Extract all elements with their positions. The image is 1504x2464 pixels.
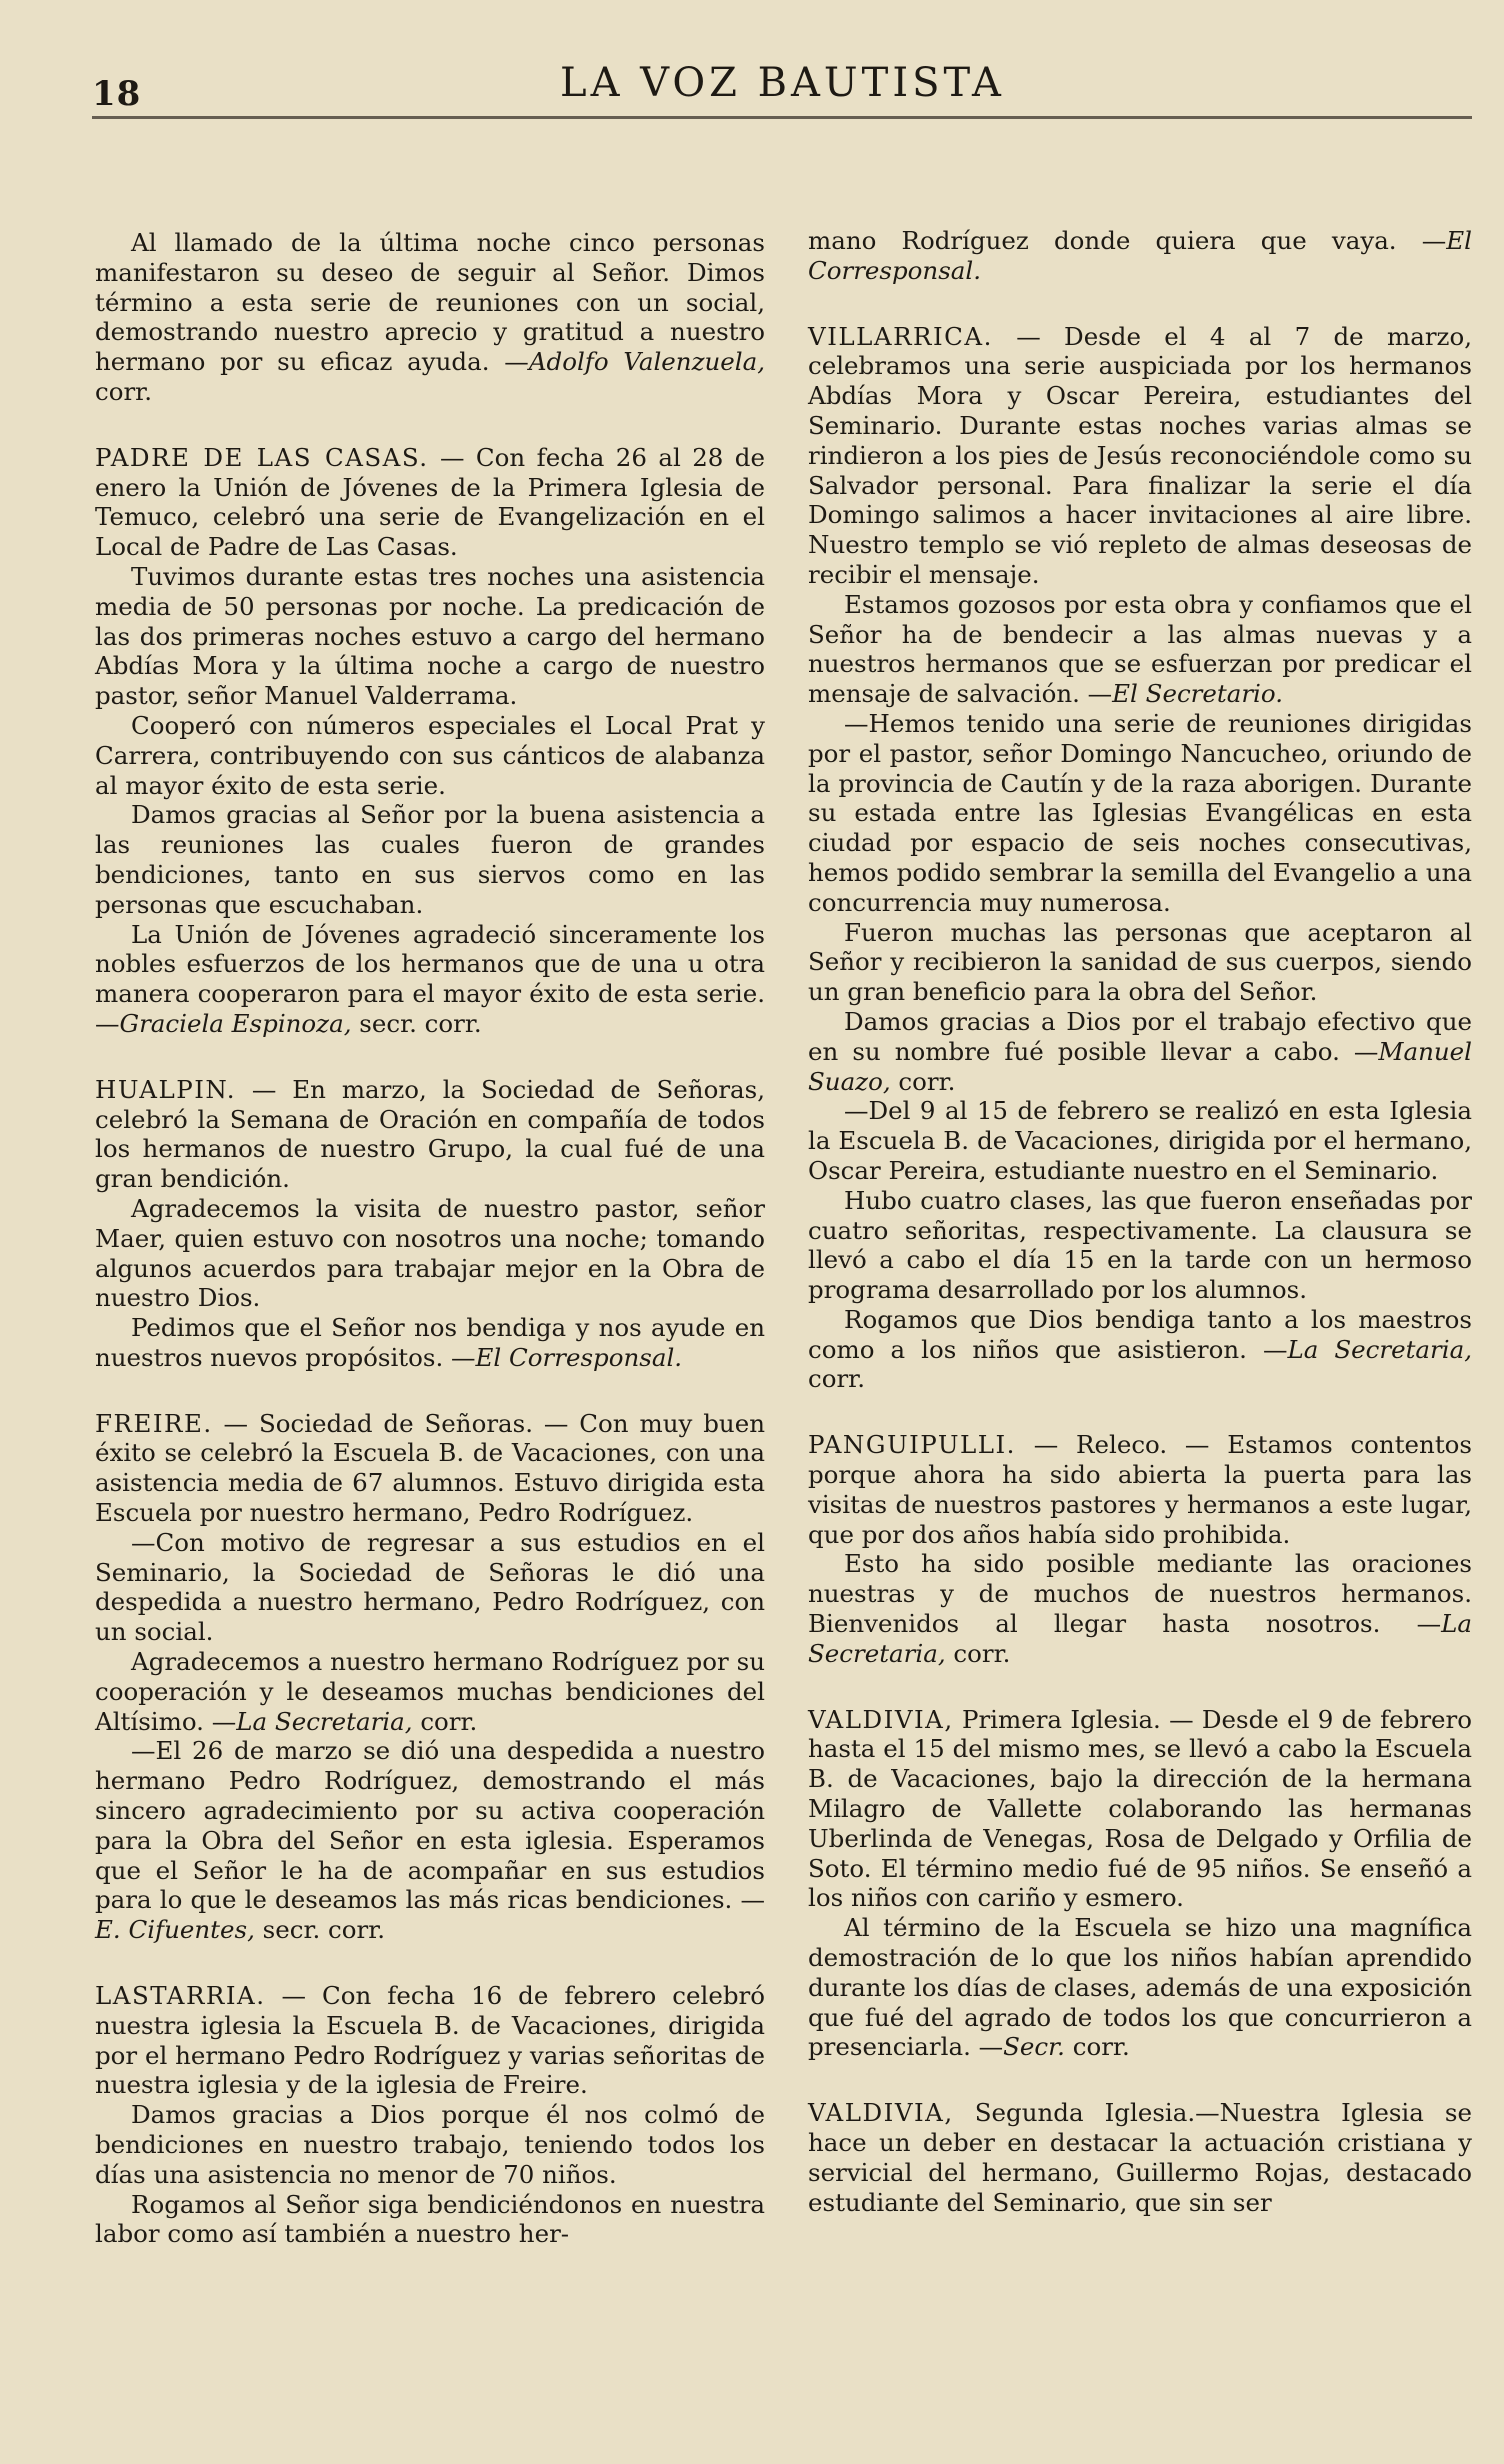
paragraph-signature: La Secretaria,: [808, 1609, 1472, 1668]
paragraph-text: Primera Iglesia. — Desde el 9 de febrero hasta el 15 del mismo mes, se llevó a cabo la Escuela B. de Vacaciones, bajo la dirección de la hermana Milagro de Vallette colaborando las hermanas Uberlinda de Venegas, Rosa de Delgado y Orfilia de Soto. El término medio fué de 95 niños. Se enseñó a los niños con cariño y esmero.: [808, 1704, 1472, 1913]
article-paragraph: [808, 1913, 1472, 2062]
paragraph-signature: Adolfo Valenzuela,: [528, 347, 765, 377]
paragraph-tail: corr.: [890, 1066, 956, 1096]
article-paragraph: [808, 322, 1472, 590]
article-paragraph: [808, 1007, 1472, 1096]
paragraph-tail: corr.: [1064, 2032, 1130, 2062]
paragraph-text: Damos gracias al Señor por la buena asistencia a las reuniones las cuales fueron de grandes bendiciones, tanto en sus siervos como en las personas que escuchaban.: [95, 800, 765, 919]
paragraph-text: Hubo cuatro clases, las que fueron enseñadas por cuatro señoritas, respectivamente. La clausura se llevó a cabo el día 15 en la tarde con un hermoso programa desarrollado por los alumnos.: [808, 1185, 1472, 1305]
paragraph-lead: VILLARRICA.: [808, 321, 993, 351]
paragraph-text: Agradecemos a nuestro hermano Rodríguez por su cooperación y le deseamos muchas bendiciones del Altísimo. —: [95, 1647, 765, 1736]
paragraph-text: — Releco. — Estamos contentos porque ahora ha sido abierta la puerta para las visitas de nuestros pastores y hermanos a este lugar, que por dos años había sido prohibida.: [808, 1430, 1472, 1549]
article-paragraph: [95, 1736, 765, 1945]
paragraph-signature: La Secretaria,: [1287, 1334, 1472, 1364]
article-paragraph: [808, 226, 1472, 286]
article-paragraph: [95, 1981, 765, 2100]
paragraph-signature: La Secretaria,: [236, 1706, 413, 1736]
article-paragraph: [808, 918, 1472, 1007]
paragraph-lead: FREIRE.: [95, 1408, 213, 1438]
paragraph-text: Pedimos que el Señor nos bendiga y nos ayude en nuestros nuevos propósitos. —: [95, 1313, 765, 1372]
article-paragraph: [808, 709, 1472, 918]
paragraph-lead: VALDIVIA,: [808, 2098, 954, 2128]
article-paragraph: [808, 1305, 1472, 1394]
article-paragraph: [95, 800, 765, 919]
paragraph-lead: VALDIVIA,: [808, 1704, 954, 1734]
paragraph-text: Damos gracias a Dios por el trabajo efectivo que en su nombre fué posible llevar a cabo. —: [808, 1006, 1472, 1066]
paragraph-text: Agradecemos la visita de nuestro pastor, señor Maer, quien estuvo con nosotros una noche; tomando algunos acuerdos para trabajar mejor en la Obra de nuestro Dios.: [95, 1193, 765, 1313]
paragraph-signature: El Secretario.: [1112, 679, 1284, 709]
article-paragraph: [95, 1647, 765, 1736]
left-column: [95, 228, 765, 2249]
article-paragraph: [95, 1313, 765, 1373]
article-paragraph: [808, 1096, 1472, 1185]
paragraph-tail: corr.: [945, 1638, 1011, 1668]
article-paragraph: [808, 590, 1472, 709]
paragraph-tail: corr.: [95, 376, 152, 406]
paragraph-text: Al llamado de la última noche cinco personas manifestaron su deseo de seguir al Señor. Dimos término a esta serie de reuniones con un social, demostrando nuestro aprecio y gratitud a nuestro hermano por su eficaz ayuda. —: [95, 228, 765, 377]
header-rule: [92, 116, 1472, 119]
article-paragraph: [95, 2100, 765, 2189]
article-paragraph: [95, 1194, 765, 1313]
article-paragraph: [95, 1075, 765, 1194]
paragraph-text: Estamos gozosos por esta obra y confiamos que el Señor ha de bendecir a las almas nuevas y a nuestros hermanos que se esfuerzan por predicar el mensaje de salvación. —: [808, 589, 1472, 709]
article-paragraph: [808, 1549, 1472, 1668]
paragraph-tail: corr.: [808, 1364, 865, 1394]
paragraph-lead: PANGUIPULLI.: [808, 1430, 1016, 1460]
paragraph-lead: HUALPIN.: [95, 1074, 237, 1104]
paragraph-text: Rogamos al Señor siga bendiciéndonos en nuestra labor como así también a nuestro her-: [95, 2189, 765, 2249]
paragraph-signature: Graciela Espinoza,: [119, 1008, 352, 1038]
paragraph-text: Cooperó con números especiales el Local Prat y Carrera, contribuyendo con sus cánticos de alabanza al mayor éxito de esta serie.: [95, 710, 765, 800]
article-paragraph: [95, 1409, 765, 1528]
paragraph-signature: El Corresponsal.: [808, 226, 1472, 285]
paragraph-lead: LASTARRIA.: [95, 1981, 266, 2011]
paragraph-text: — En marzo, la Sociedad de Señoras, celebró la Semana de Oración en compañía de todos los hermanos de nuestro Grupo, la cual fué de una gran bendición.: [95, 1074, 765, 1194]
paragraph-text: —Del 9 al 15 de febrero se realizó en esta Iglesia la Escuela B. de Vacaciones, dirigida por el hermano, Oscar Pereira, estudiante nuestro en el Seminario.: [808, 1096, 1472, 1185]
paragraph-text: — Con fecha 16 de febrero celebró nuestra iglesia la Escuela B. de Vacaciones, dirigida por el hermano Pedro Rodríguez y varias señoritas de nuestra iglesia y de la iglesia de Freire.: [95, 1981, 765, 2100]
paragraph-lead: PADRE DE LAS CASAS.: [95, 442, 429, 472]
right-column: [808, 226, 1472, 2217]
article-paragraph: [95, 2190, 765, 2250]
paragraph-text: —Hemos tenido una serie de reuniones dirigidas por el pastor, señor Domingo Nancucheo, oriundo de la provincia de Cautín y de la raza aborigen. Durante su estada entre las Iglesias Evangélicas en esta ciudad por espacio de seis noches consecutivas, hemos podido sembrar la semilla del Evangelio a una concurrencia muy numerosa.: [808, 708, 1472, 917]
article-paragraph: [808, 1186, 1472, 1305]
article-paragraph: [808, 2098, 1472, 2217]
paragraph-signature: El Corresponsal.: [475, 1342, 683, 1372]
paragraph-text: Al término de la Escuela se hizo una magnífica demostración de lo que los niños habían aprendido durante los días de clases, además de una exposición que fué del agrado de todos los que concurrieron a presenciarla. —: [808, 1913, 1472, 2062]
paragraph-tail: corr.: [412, 1706, 478, 1736]
paragraph-signature: Secr.: [1003, 2032, 1065, 2062]
paragraph-text: — Desde el 4 al 7 de marzo, celebramos una serie auspiciada por los hermanos Abdías Mora y Oscar Pereira, estudiantes del Seminario. Durante estas noches varias almas se rindieron a los pies de Jesús reconociéndole como su Salvador personal. Para finalizar la serie el día Domingo salimos a hacer invitaciones al aire libre. Nuestro templo se vió repleto de almas deseosas de recibir el mensaje.: [808, 321, 1472, 589]
paragraph-text: —Con motivo de regresar a sus estudios en el Seminario, la Sociedad de Señoras le dió una despedida a nuestro hermano, Pedro Rodríguez, con un social.: [95, 1527, 765, 1647]
page-number: 18: [92, 74, 142, 114]
paragraph-text: — Sociedad de Señoras. — Con muy buen éxito se celebró la Escuela B. de Vacaciones, con una asistencia media de 67 alumnos. Estuvo dirigida esta Escuela por nuestro hermano, Pedro Rodríguez.: [95, 1408, 765, 1528]
paragraph-text: — Con fecha 26 al 28 de enero la Unión de Jóvenes de la Primera Iglesia de Temuco, celebró una serie de Evangelización en el Local de Padre de Las Casas.: [95, 442, 765, 562]
article-paragraph: [95, 1528, 765, 1647]
paragraph-text: Tuvimos durante estas tres noches una asistencia media de 50 personas por noche. La predicación de las dos primeras noches estuvo a cargo del hermano Abdías Mora y la última noche a cargo de nuestro pastor, señor Manuel Valderrama.: [95, 561, 765, 711]
paragraph-signature: Manuel Suazo,: [808, 1036, 1472, 1096]
paragraph-text: mano Rodríguez donde quiera que vaya. —: [808, 226, 1447, 255]
paragraph-text: Esto ha sido posible mediante las oraciones nuestras y de muchos de nuestros hermanos. Bienvenidos al llegar hasta nosotros. —: [808, 1549, 1472, 1639]
article-paragraph: [808, 1430, 1472, 1549]
article-paragraph: [808, 1705, 1472, 1914]
paragraph-text: —El 26 de marzo se dió una despedida a nuestro hermano Pedro Rodríguez, demostrando el más sincero agradecimiento por su activa cooperación para la Obra del Señor en esta iglesia. Esperamos que el Señor le ha de acompañar en sus estudios para lo que le deseamos las más ricas bendiciones. —: [95, 1736, 765, 1915]
article-paragraph: [95, 711, 765, 800]
article-paragraph: [95, 920, 765, 1039]
paragraph-text: Fueron muchas las personas que aceptaron al Señor y recibieron la sanidad de sus cuerpos, siendo un gran beneficio para la obra del Señor.: [808, 917, 1472, 1007]
masthead-title: LA VOZ BAUTISTA: [560, 60, 1005, 106]
paragraph-tail: secr. corr.: [254, 1915, 386, 1945]
paragraph-text: Rogamos que Dios bendiga tanto a los maestros como a los niños que asistieron. —: [808, 1304, 1472, 1364]
paragraph-text: Damos gracias a Dios porque él nos colmó de bendiciones en nuestro trabajo, teniendo todos los días una asistencia no menor de 70 niños.: [95, 2100, 765, 2189]
article-paragraph: [95, 562, 765, 711]
paragraph-tail: secr. corr.: [351, 1008, 482, 1038]
paragraph-text: Segunda Iglesia.—Nuestra Iglesia se hace un deber en destacar la actuación cristiana y servicial del hermano, Guillermo Rojas, destacado estudiante del Seminario, que sin ser: [808, 2098, 1472, 2217]
article-paragraph: [95, 228, 765, 407]
paragraph-text: La Unión de Jóvenes agradeció sinceramente los nobles esfuerzos de los hermanos que de una u otra manera cooperaron para el mayor éxito de esta serie. —: [95, 919, 765, 1038]
article-paragraph: [95, 443, 765, 562]
paragraph-signature: E. Cifuentes,: [95, 1915, 255, 1945]
